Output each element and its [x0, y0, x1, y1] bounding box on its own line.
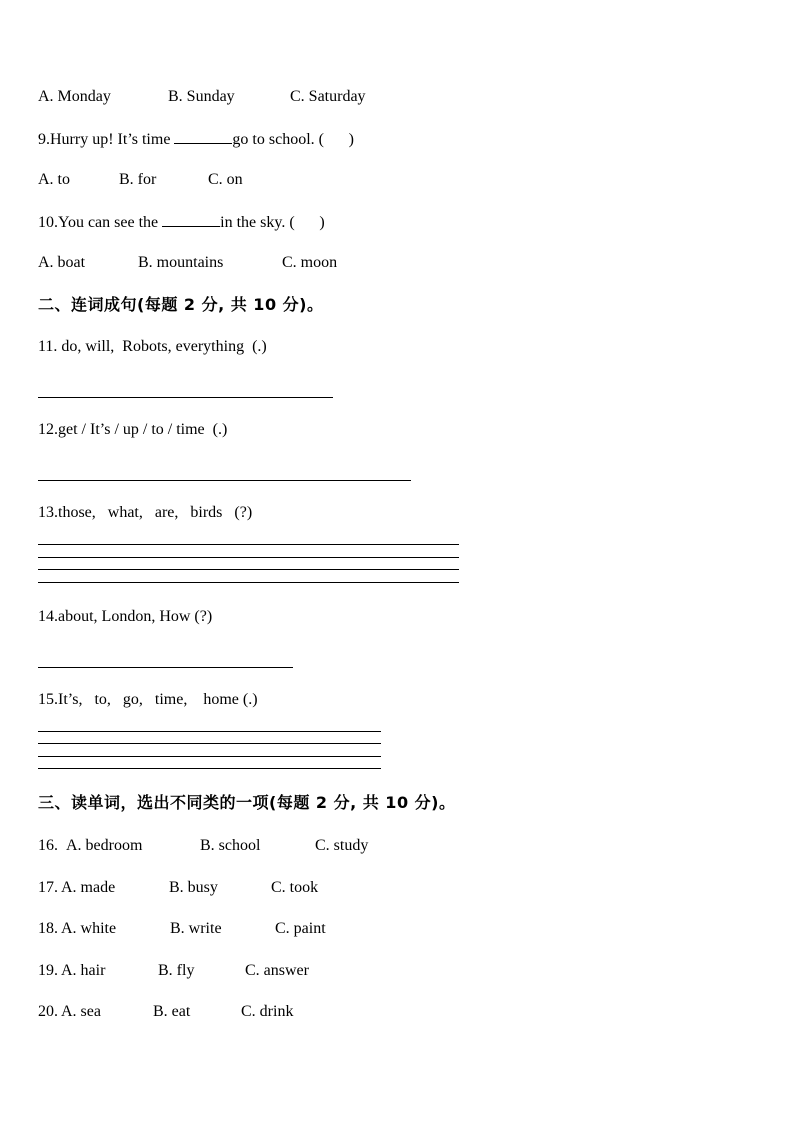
q10-option-b: B. mountains	[138, 254, 224, 271]
q9-option-c: C. on	[208, 171, 243, 188]
q14-question: 14.about, London, How (?)	[38, 608, 213, 625]
q17-option-a: A. made	[61, 879, 116, 896]
q10-text-before: 10.You can see the	[38, 214, 163, 231]
q9-paren-close: )	[348, 131, 354, 148]
q8-option-b: B. Sunday	[168, 88, 235, 105]
q11-answer-line[interactable]	[38, 397, 333, 398]
q10-text-after: in the sky. (	[220, 214, 295, 231]
q14-answer-line[interactable]	[38, 667, 293, 668]
q18-number: 18.	[38, 920, 58, 937]
q9-option-a: A. to	[38, 171, 70, 188]
q8-option-a: A. Monday	[38, 88, 111, 105]
q16-option-b: B. school	[200, 837, 261, 854]
q17-option-b: B. busy	[169, 879, 218, 896]
q15-answer-line-2[interactable]	[38, 743, 381, 744]
q16-option-c: C. study	[315, 837, 369, 854]
q15-answer-line-3[interactable]	[38, 756, 381, 757]
q9-blank[interactable]	[174, 129, 232, 144]
q13-answer-line-3[interactable]	[38, 569, 459, 570]
q13-answer-line-4[interactable]	[38, 582, 459, 583]
q16-option-a: A. bedroom	[66, 837, 143, 854]
q10-option-c: C. moon	[282, 254, 338, 271]
q9-option-b: B. for	[119, 171, 157, 188]
q19-number: 19.	[38, 962, 58, 979]
q12-answer-line[interactable]	[38, 480, 411, 481]
q19-option-b: B. fly	[158, 962, 195, 979]
q9-question	[38, 129, 354, 150]
q18-option-c: C. paint	[275, 920, 326, 937]
q15-question: 15.It’s, to, go, time, home (.)	[38, 691, 258, 708]
q20-row	[38, 1002, 294, 1102]
q9-text-after: go to school. (	[232, 131, 324, 148]
q18-option-a: A. white	[61, 920, 117, 937]
q13-answer-line-1[interactable]	[38, 544, 459, 545]
q20-number: 20.	[38, 1003, 58, 1020]
q10-blank[interactable]	[162, 212, 220, 227]
q12-question: 12.get / It’s / up / to / time (.)	[38, 421, 228, 438]
q19-option-a: A. hair	[61, 962, 106, 979]
q17-number: 17.	[38, 879, 58, 896]
q20-option-b: B. eat	[153, 1003, 191, 1020]
q19-option-c: C. answer	[245, 962, 309, 979]
q17-option-c: C. took	[271, 879, 319, 896]
q9-text-before: 9.Hurry up! It’s time	[38, 131, 175, 148]
section-3-heading: 三、读单词，选出不同类的一项(每题 2 分, 共 10 分)。	[38, 793, 456, 812]
q15-answer-line-4[interactable]	[38, 768, 381, 769]
q10-option-a: A. boat	[38, 254, 86, 271]
q10-paren-close: )	[319, 214, 325, 231]
q18-option-b: B. write	[170, 920, 222, 937]
q20-option-c: C. drink	[241, 1003, 294, 1020]
q15-answer-line-1[interactable]	[38, 731, 381, 732]
q10-question	[38, 212, 325, 233]
q8-option-c: C. Saturday	[290, 88, 366, 105]
q13-answer-line-2[interactable]	[38, 557, 459, 558]
q11-question: 11. do, will, Robots, everything (.)	[38, 338, 267, 355]
q20-option-a: A. sea	[61, 1003, 101, 1020]
q16-number: 16.	[38, 837, 62, 854]
q13-question: 13.those, what, are, birds (?)	[38, 504, 253, 521]
section-2-heading: 二、连词成句(每题 2 分, 共 10 分)。	[38, 295, 324, 314]
